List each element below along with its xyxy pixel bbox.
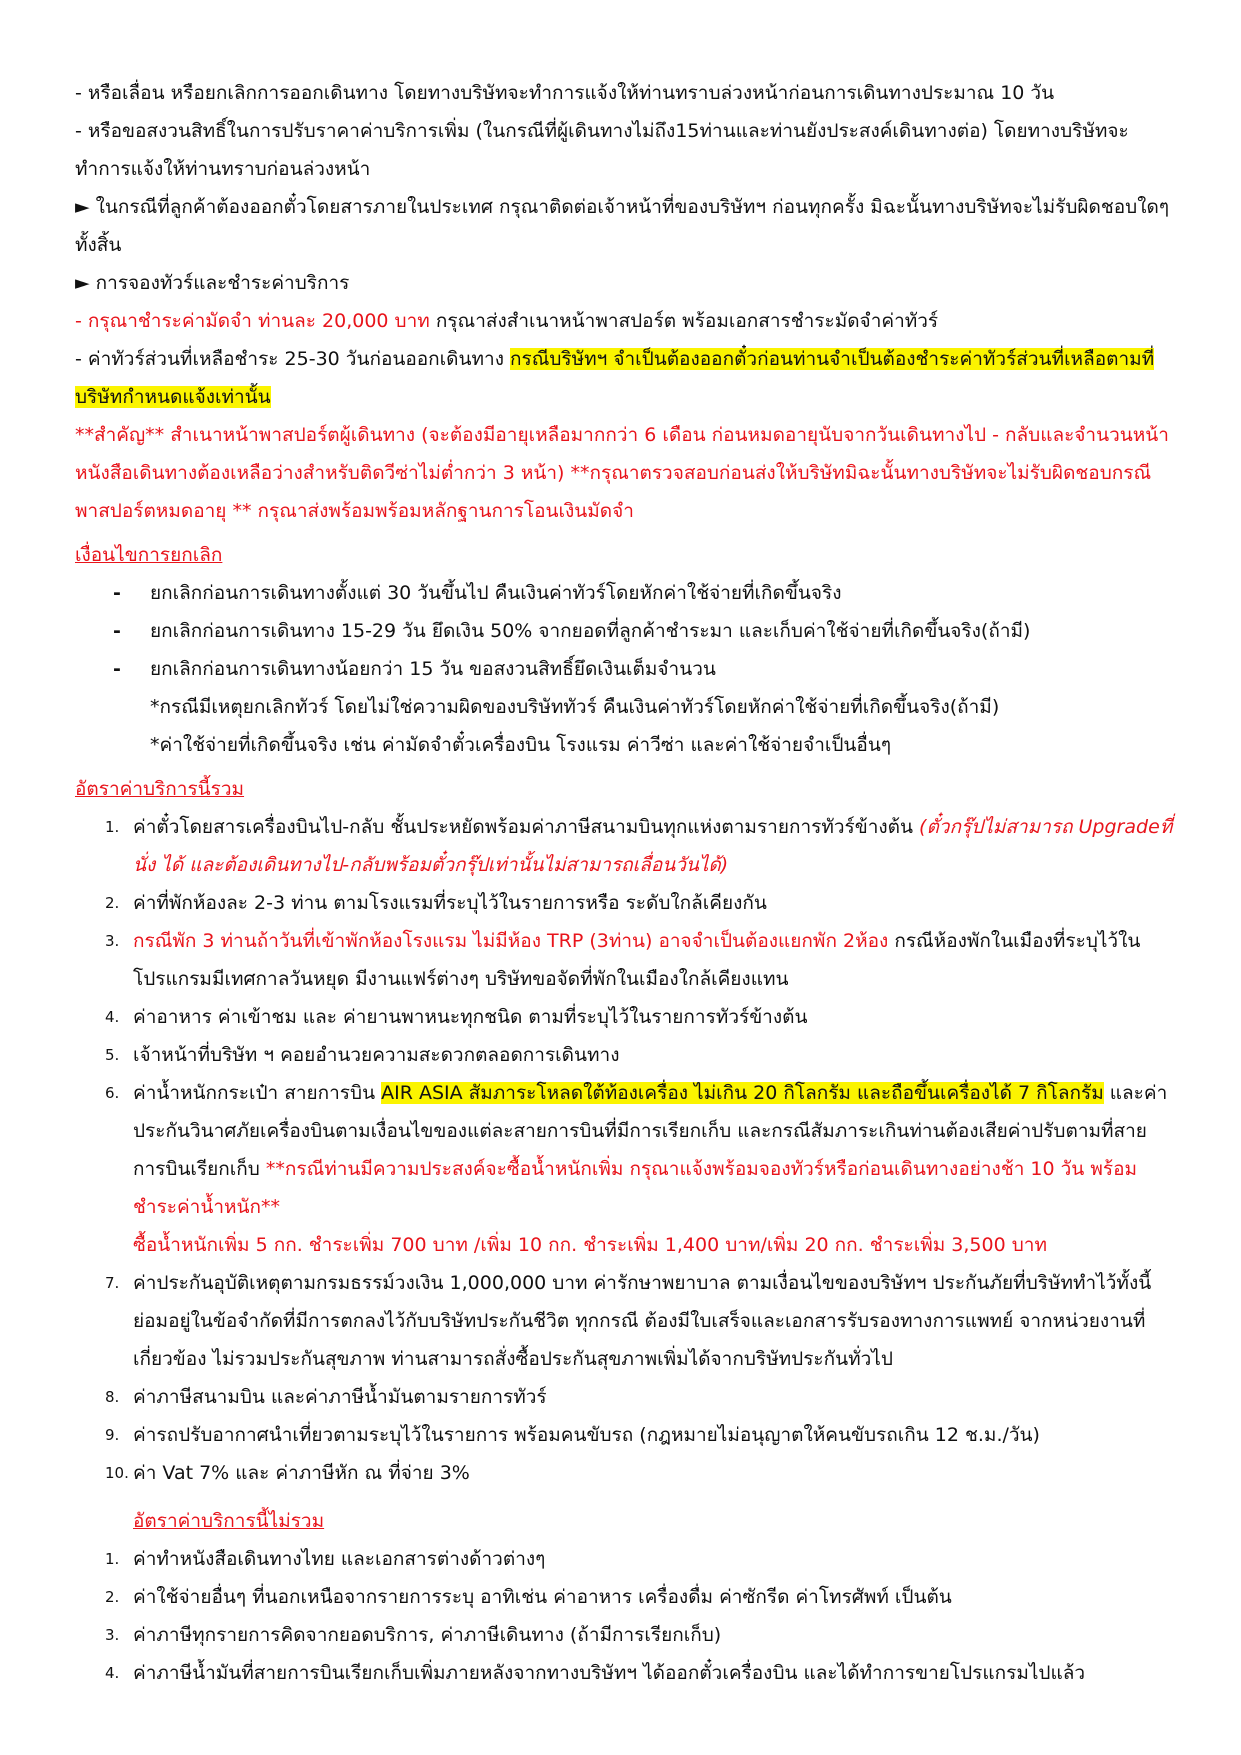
- included-item: [75, 1378, 1175, 1416]
- cancellation-item: [75, 650, 1175, 688]
- included-item-text: เจ้าหน้าที่บริษัท ฯ คอยอำนวยความสะดวกตลอดการเดินทาง: [133, 1044, 620, 1066]
- important-passport-note: **สำคัญ** สำเนาหน้าพาสปอร์ตผู้เดินทาง (จะต้องมีอายุเหลือมากกว่า 6 เดือน ก่อนหมดอายุนับจากวันเดินทางไป - กลับและจำนวนหน้าหนังสือเดินทางต้องเหลือว่างสำหรับติดวีซ่าไม่ต่ำกว่า 3 หน้า) **กรุณาตรวจสอบก่อนส่งให้บริษัทมิฉะนั้นทางบริษัทจะไม่รับผิดชอบกรณีพาสปอร์ตหมดอายุ ** กรุณาส่งพร้อมพร้อมหลักฐานการโอนเงินมัดจำ: [75, 424, 1169, 522]
- included-item-text: ค่าประกันอุบัติเหตุตามกรมธรรม์วงเงิน 1,000,000 บาท ค่ารักษาพยาบาล ตามเงื่อนไขของบริษัทฯ ประกันภัยที่บริษัททำไว้ทั้งนี้ย่อมอยู่ในข้อจำกัดที่มีการตกลงไว้กับบริษัทประกันชีวิต ทุกกรณี ต้องมีใบเสร็จและเอกสารรับรองทางการแพทย์ จากหน่วยงานที่เกี่ยวข้อง ไม่รวมประกันสุขภาพ ท่านสามารถสั่งซื้อประกันสุขภาพเพิ่มได้จากบริษัทประกันทั่วไป: [133, 1272, 1152, 1370]
- list-number: 3.: [105, 1626, 120, 1644]
- included-item-text: ค่าภาษีสนามบิน และค่าภาษีน้ำมันตามรายการทัวร์: [133, 1386, 547, 1408]
- cancellation-item-text: ยกเลิกก่อนการเดินทางตั้งแต่ 30 วันขึ้นไป คืนเงินค่าทัวร์โดยหักค่าใช้จ่ายที่เกิดขึ้นจริง: [150, 582, 842, 604]
- included-item: [75, 1036, 1175, 1074]
- list-number: 5.: [105, 1046, 120, 1064]
- included-item-text: ค่ารถปรับอากาศนำเที่ยวตามระบุไว้ในรายการ พร้อมคนขับรถ (กฎหมายไม่อนุญาตให้คนขับรถเกิน 12 ช.ม./วัน): [133, 1424, 1040, 1446]
- document-page: [75, 74, 1175, 1692]
- group-ticket-note: (ตั๋วกรุ๊ปไม่สามารถ Upgradeที่นั่ง ได้ และต้องเดินทางไป-กลับพร้อมตั๋วกรุ๊ปเท่านั้นไม่สามารถเลื่อนวันได้): [133, 816, 1173, 876]
- dash-bullet: -: [113, 620, 121, 642]
- deposit-line: [75, 302, 1175, 340]
- cancellation-note: *ค่าใช้จ่ายที่เกิดขึ้นจริง เช่น ค่ามัดจำตั๋วเครื่องบิน โรงแรม ค่าวีซ่า และค่าใช้จ่ายจำเป็นอื่นๆ: [150, 734, 892, 756]
- dash-bullet: -: [113, 582, 121, 604]
- balance-due-text: - ค่าทัวร์ส่วนที่เหลือชำระ 25-30 วันก่อนออกเดินทาง: [75, 348, 511, 370]
- deposit-amount-text: - กรุณาชำระค่ามัดจำ ท่านละ 20,000 บาท: [75, 310, 430, 332]
- included-item: [75, 1074, 1175, 1264]
- cancellation-title: เงื่อนไขการยกเลิก: [75, 544, 223, 566]
- excluded-item-text: ค่าทำหนังสือเดินทางไทย และเอกสารต่างด้าวต่างๆ: [133, 1548, 546, 1570]
- list-number: 4.: [105, 1008, 120, 1026]
- excluded-item-text: ค่าใช้จ่ายอื่นๆ ที่นอกเหนือจากรายการระบุ อาทิเช่น ค่าอาหาร เครื่องดื่ม ค่าซักรีด ค่าโทรศัพท์ เป็นต้น: [133, 1586, 952, 1608]
- included-item-text: ค่าอาหาร ค่าเข้าชม และ ค่ายานพาหนะทุกชนิด ตามที่ระบุไว้ในรายการทัวร์ข้างต้น: [133, 1006, 808, 1028]
- included-item-text: ค่าตั๋วโดยสารเครื่องบินไป-กลับ ชั้นประหยัดพร้อมค่าภาษีสนามบินทุกแห่งตามรายการทัวร์ข้างต้น: [133, 816, 920, 838]
- intro-domestic-ticket-line: ► ในกรณีที่ลูกค้าต้องออกตั๋วโดยสารภายในประเทศ กรุณาติดต่อเจ้าหน้าที่ของบริษัทฯ ก่อนทุกครั้ง มิฉะนั้นทางบริษัทจะไม่รับผิดชอบใดๆ ทั้งสิ้น: [75, 196, 1170, 256]
- list-number: 2.: [105, 1588, 120, 1606]
- included-item-text: ค่าที่พักห้องละ 2-3 ท่าน ตามโรงแรมที่ระบุไว้ในรายการหรือ ระดับใกล้เคียงกัน: [133, 892, 767, 914]
- list-number: 7.: [105, 1274, 120, 1292]
- included-item: [75, 998, 1175, 1036]
- extra-baggage-note: **กรณีท่านมีความประสงค์จะซื้อน้ำหนักเพิ่ม กรุณาแจ้งพร้อมจองทัวร์หรือก่อนเดินทางอย่างช้า 10 วัน พร้อมชำระค่าน้ำหนัก**: [133, 1158, 1137, 1218]
- excluded-item: [75, 1654, 1175, 1692]
- triple-room-note: กรณีพัก 3 ท่านถ้าวันที่เข้าพักห้องโรงแรม ไม่มีห้อง TRP (3ท่าน) อาจจำเป็นต้องแยกพัก 2ห้อง: [133, 930, 889, 952]
- cancellation-note: *กรณีมีเหตุยกเลิกทัวร์ โดยไม่ใช่ความผิดของบริษัททัวร์ คืนเงินค่าทัวร์โดยหักค่าใช้จ่ายที่เกิดขึ้นจริง(ถ้ามี): [150, 696, 1000, 718]
- balance-highlight-text: กรณีบริษัทฯ จำเป็นต้องออกตั๋วก่อนท่านจำเป็นต้องชำระค่าทัวร์ส่วนที่เหลือตามที่บริษัทกำหนดแจ้งเท่านั้น: [75, 348, 1155, 408]
- included-title: อัตราค่าบริการนี้รวม: [75, 778, 245, 800]
- cancellation-item: [75, 612, 1175, 650]
- included-list: [75, 808, 1175, 1492]
- included-item-text: กรณีห้องพักในเมืองที่ระบุไว้ในโปรแกรมมีเทศกาลวันหยุด มีงานแฟร์ต่างๆ บริษัทขอจัดที่พักในเมืองใกล้เคียงแทน: [133, 930, 1141, 990]
- list-number: 8.: [105, 1388, 120, 1406]
- deposit-instruction-text: กรุณาส่งสำเนาหน้าพาสปอร์ต พร้อมเอกสารชำระมัดจำค่าทัวร์: [429, 310, 939, 332]
- included-item: [75, 1454, 1175, 1492]
- cancellation-item-text: ยกเลิกก่อนการเดินทาง 15-29 วัน ยึดเงิน 50% จากยอดที่ลูกค้าชำระมา และเก็บค่าใช้จ่ายที่เกิดขึ้นจริง(ถ้ามี): [150, 620, 1031, 642]
- included-item: [75, 884, 1175, 922]
- cancellation-item-text: ยกเลิกก่อนการเดินทางน้อยกว่า 15 วัน ขอสงวนสิทธิ์ยึดเงินเต็มจำนวน: [150, 658, 716, 680]
- intro-postpone-line: - หรือเลื่อน หรือยกเลิกการออกเดินทาง โดยทางบริษัทจะทำการแจ้งให้ท่านทราบล่วงหน้าก่อนการเดินทางประมาณ 10 วัน: [75, 82, 1055, 104]
- excluded-item-text: ค่าภาษีน้ำมันที่สายการบินเรียกเก็บเพิ่มภายหลังจากทางบริษัทฯ ได้ออกตั๋วเครื่องบิน และได้ทำการขายโปรแกรมไปแล้ว: [133, 1662, 1086, 1684]
- list-number: 6.: [105, 1084, 120, 1102]
- intro-price-adjust-line: - หรือขอสงวนสิทธิ์ในการปรับราคาค่าบริการเพิ่ม (ในกรณีที่ผู้เดินทางไม่ถึง15ท่านและท่านยังประสงค์เดินทางต่อ) โดยทางบริษัทจะทำการแจ้งให้ท่านทราบก่อนล่วงหน้า: [75, 120, 1129, 180]
- included-item-text: และค่าประกันวินาศภัยเครื่องบินตามเงื่อนไขของแต่ละสายการบินที่มีการเรียกเก็บ และกรณีสัมภาระเกินท่านต้องเสียค่าปรับตามที่สายการบินเรียกเก็บ: [133, 1082, 1168, 1180]
- dash-bullet: -: [113, 658, 121, 680]
- excluded-item-text: ค่าภาษีทุกรายการคิดจากยอดบริการ, ค่าภาษีเดินทาง (ถ้ามีการเรียกเก็บ): [133, 1624, 722, 1646]
- included-item: [75, 922, 1175, 998]
- excluded-item: [75, 1578, 1175, 1616]
- included-item: [75, 808, 1175, 884]
- extra-baggage-prices: ซื้อน้ำหนักเพิ่ม 5 กก. ชำระเพิ่ม 700 บาท /เพิ่ม 10 กก. ชำระเพิ่ม 1,400 บาท/เพิ่ม 20 กก. ชำระเพิ่ม 3,500 บาท: [133, 1234, 1047, 1256]
- list-number: 9.: [105, 1426, 120, 1444]
- intro-booking-heading: ► การจองทัวร์และชำระค่าบริการ: [75, 272, 350, 294]
- list-number: 4.: [105, 1664, 120, 1682]
- included-item: [75, 1416, 1175, 1454]
- list-number: 10.: [105, 1464, 129, 1482]
- excluded-item: [75, 1540, 1175, 1578]
- excluded-item: [75, 1616, 1175, 1654]
- included-item-text: ค่า Vat 7% และ ค่าภาษีหัก ณ ที่จ่าย 3%: [133, 1462, 470, 1484]
- list-number: 1.: [105, 1550, 120, 1568]
- excluded-title: อัตราค่าบริการนี้ไม่รวม: [133, 1510, 325, 1532]
- baggage-allowance-highlight: AIR ASIA สัมภาระโหลดใต้ท้องเครื่อง ไม่เกิน 20 กิโลกรัม และถือขึ้นเครื่องได้ 7 กิโลกรัม: [381, 1082, 1104, 1104]
- cancellation-item: [75, 574, 1175, 612]
- excluded-list: [75, 1540, 1175, 1692]
- list-number: 3.: [105, 932, 120, 950]
- list-number: 1.: [105, 818, 120, 836]
- list-number: 2.: [105, 894, 120, 912]
- included-item-text: ค่าน้ำหนักกระเป๋า สายการบิน: [133, 1082, 382, 1104]
- balance-line: [75, 340, 1175, 416]
- included-item: [75, 1264, 1175, 1378]
